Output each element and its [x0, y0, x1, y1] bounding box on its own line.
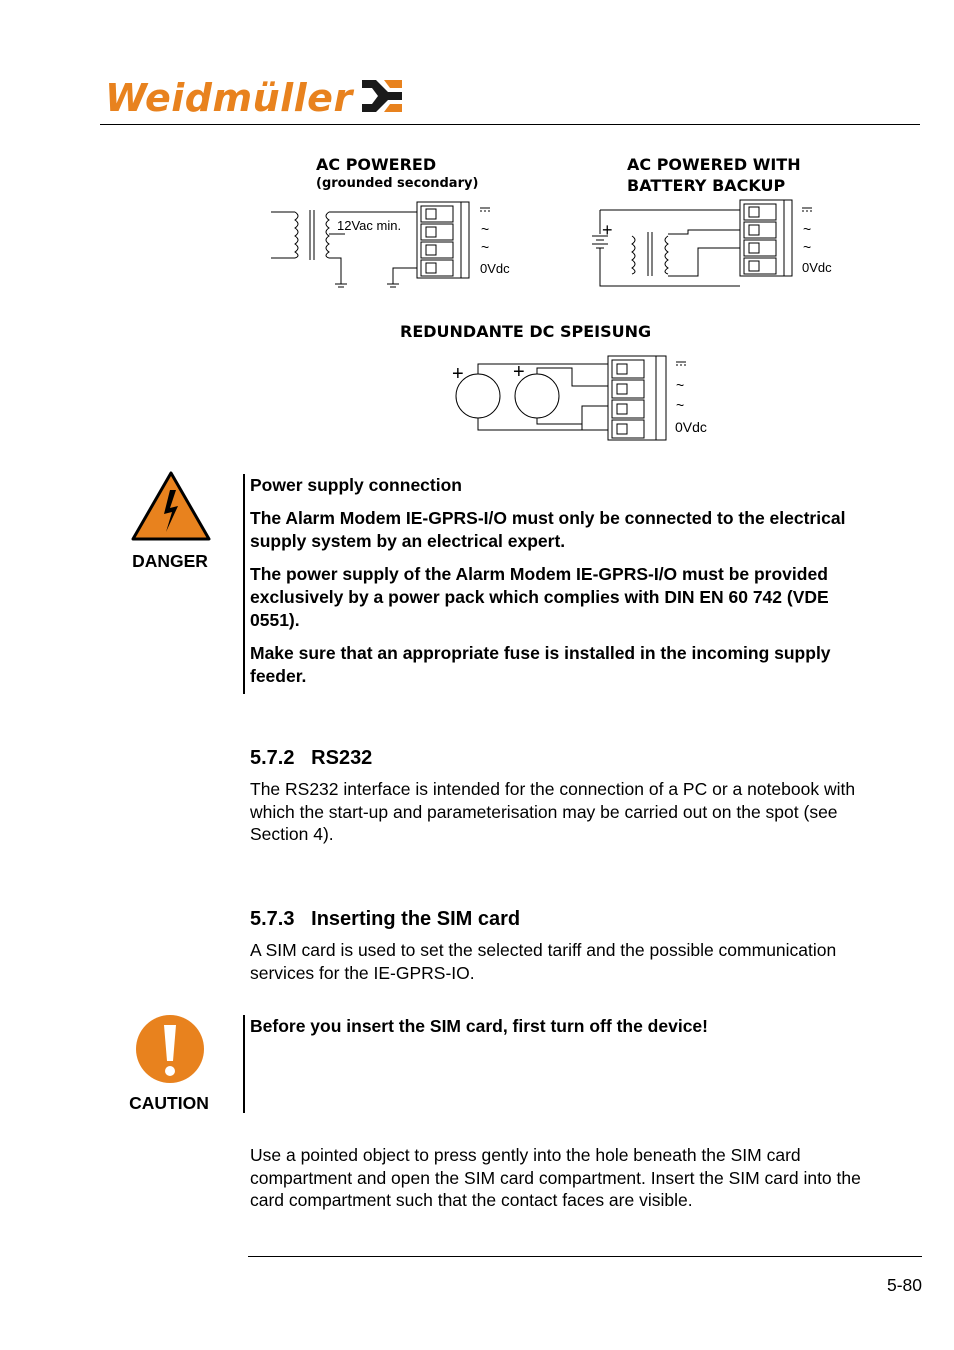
- plus-sign: +: [602, 220, 613, 240]
- pin-label: 0Vdc: [802, 260, 832, 275]
- diagram-battery-title-1: AC POWERED WITH: [627, 155, 801, 174]
- danger-label: DANGER: [132, 551, 208, 571]
- diagram-battery-title-2: BATTERY BACKUP: [627, 176, 786, 195]
- diagram-ac-title: AC POWERED: [316, 155, 437, 174]
- brand-logo-text: Weidmüller: [105, 76, 353, 120]
- section-body: A SIM card is used to set the selected tariff and the possible communication services for the IE-GPRS-IO.: [250, 940, 837, 983]
- pin-label: ~: [803, 221, 812, 237]
- caution-text: Before you insert the SIM card, first turn off the device!: [250, 1016, 708, 1036]
- pin-label: ~: [803, 239, 812, 255]
- section-body: The RS232 interface is intended for the connection of a PC or a notebook with which the start-up and parameterisation may be carried out on the spot (see Section 4).: [250, 779, 856, 844]
- page-number: 5-80: [886, 1275, 922, 1295]
- caution-label: CAUTION: [129, 1093, 209, 1113]
- danger-title: Power supply connection: [250, 475, 462, 495]
- diagram-ac-subtitle: (grounded secondary): [316, 176, 479, 191]
- header-rule: [100, 124, 920, 125]
- danger-text-3: Make sure that an appropriate fuse is installed in the incoming supply feeder.: [250, 643, 831, 686]
- section-sim: [250, 908, 870, 984]
- section-title: Inserting the SIM card: [311, 908, 521, 930]
- pin-label: ~: [676, 377, 685, 393]
- section-heading: [250, 908, 870, 931]
- pin-label: 0Vdc: [675, 419, 707, 435]
- pin-label: ~: [481, 221, 490, 237]
- diagram-ac-min-label: 12Vac min.: [337, 218, 402, 233]
- caution-exclamation-icon: [134, 1013, 206, 1085]
- diagram-redundant-title: REDUNDANTE DC SPEISUNG: [400, 322, 652, 341]
- caution-bar: [243, 1015, 245, 1113]
- diagram-redundant-dc: [446, 352, 726, 446]
- brand-logo-icon: [358, 76, 406, 118]
- danger-text-2: The power supply of the Alarm Modem IE-GPRS-I/O must be provided exclusively by a power pack which complies with DIN EN 60 742 (VDE 0551).: [250, 564, 829, 630]
- danger-bar: [243, 474, 245, 694]
- pin-label: ~: [481, 239, 490, 255]
- footer-rule: [248, 1256, 922, 1257]
- section-title: RS232: [311, 747, 373, 769]
- danger-text-1: The Alarm Modem IE-GPRS-I/O must only be connected to the electrical supply system by an electrical expert.: [250, 508, 846, 551]
- section-heading: [250, 747, 870, 770]
- section-number: 5.7.3: [250, 908, 295, 930]
- sim-instructions: Use a pointed object to press gently into the hole beneath the SIM card compartment and open the SIM card compartment. Insert the SIM card into the card compartment such that the contact faces are visible.: [250, 1145, 861, 1210]
- section-rs232: [250, 747, 870, 846]
- section-number: 5.7.2: [250, 747, 295, 769]
- pin-label: 0Vdc: [480, 261, 510, 276]
- danger-warning-icon: [130, 470, 212, 542]
- diagram-ac-battery: [588, 196, 848, 292]
- plus-sign: +: [513, 361, 525, 383]
- danger-notice: [250, 474, 870, 698]
- caution-notice: [250, 1015, 870, 1048]
- pin-label: ~: [676, 397, 685, 413]
- plus-sign: +: [452, 363, 464, 385]
- diagram-ac-powered: [265, 196, 525, 292]
